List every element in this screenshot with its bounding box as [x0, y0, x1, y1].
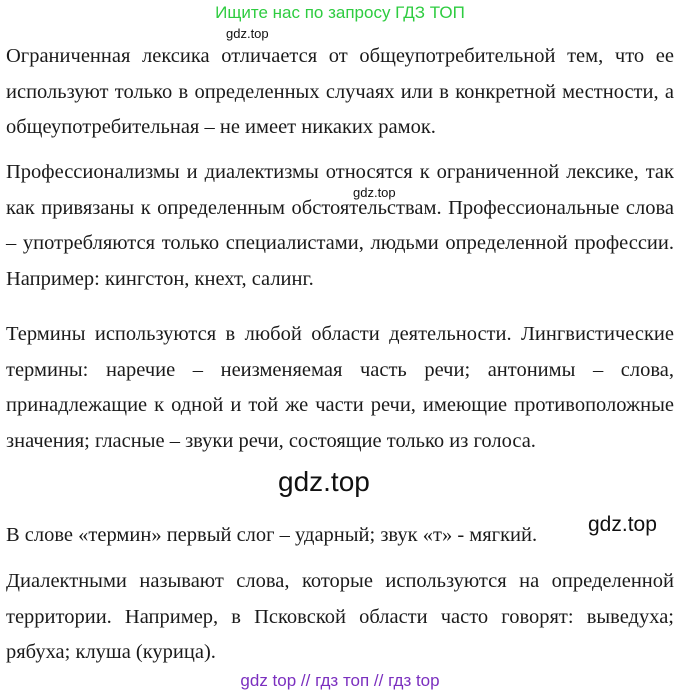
watermark-top: gdz.top — [226, 26, 269, 41]
watermark-para3: gdz.top — [278, 466, 370, 497]
paragraph-4: В слове «термин» первый слог – ударный; звук «т» - мягкий. — [6, 524, 538, 546]
paragraph-2: Профессионализмы и диалектизмы относятся к ограниченной лексике, так как привязаны к определенным обстоятельствам. Профессиональные слова – употребляются только специалистами, людьми определенной профессии. Например: кингстон, кнехт, салинг. — [6, 161, 674, 290]
footer-watermark: gdz top // гдз топ // гдз top — [240, 671, 440, 690]
watermark-para4: gdz.top — [588, 513, 657, 536]
search-banner: Ищите нас по запросу ГДЗ ТОП — [215, 3, 465, 22]
paragraph-1: Ограниченная лексика отличается от общеупотребительной тем, что ее используют только в определенных случаях или в конкретной местности, а общеупотребительная – не имеет никаких рамок. — [6, 45, 674, 138]
paragraph-5: Диалектными называют слова, которые используются на определенной территории. Например, в Псковской области часто говорят: выведуха; рябуха; клуша (курица). — [6, 570, 674, 663]
paragraph-3: Термины используются в любой области деятельности. Лингвистические термины: наречие – неизменяемая часть речи; антонимы – слова, принадлежащие к одной и той же части речи, имеющие противоположные значения; гласные – звуки речи, состоящие только из голоса. — [6, 323, 674, 452]
watermark-para2: gdz.top — [353, 185, 396, 200]
